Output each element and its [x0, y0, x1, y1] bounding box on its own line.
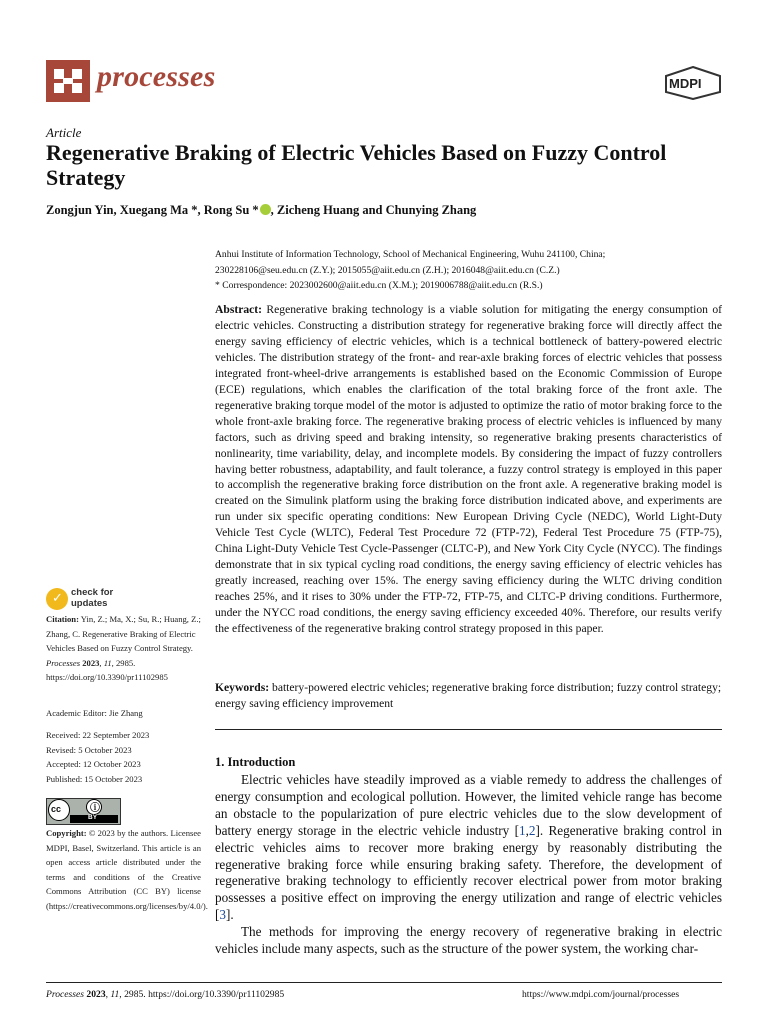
- section-divider: [215, 729, 722, 730]
- received-date: Received: 22 September 2023: [46, 730, 150, 740]
- authors-part1: Zongjun Yin, Xuegang Ma *, Rong Su *: [46, 203, 259, 217]
- intro-text: ,: [525, 822, 529, 838]
- footer-doi[interactable]: , 2985. https://doi.org/10.3390/pr11102985: [119, 989, 285, 1000]
- intro-text: Electric vehicles have steadily improved as a viable remedy to address the challenges of energy consumption and ecological pollution. However, the limited vehicle range has become an obstacle to the popularization of pure electric vehicles due to the slow development of battery energy storage in the electric vehicle industry [: [215, 772, 722, 838]
- footer-year: 2023: [86, 989, 106, 1000]
- check-updates-link[interactable]: [71, 587, 113, 609]
- checkmark-icon: ✓: [52, 591, 63, 606]
- affiliation-emails: 230228106@seu.edu.cn (Z.Y.); 2015055@aiit.edu.cn (Z.H.); 2016048@aiit.edu.cn (C.Z.): [215, 264, 560, 276]
- footer-journal: Processes: [46, 989, 85, 1000]
- citation-journal: Processes: [46, 657, 81, 668]
- abstract-label: Abstract:: [215, 303, 263, 316]
- citation-link[interactable]: 2: [528, 822, 536, 838]
- affiliation-line: Anhui Institute of Information Technology, School of Mechanical Engineering, Wuhu 241100, China;: [215, 249, 606, 260]
- check-updates-line: updates: [71, 598, 108, 609]
- citation-label: Citation:: [46, 614, 79, 624]
- copyright-notice: [46, 826, 208, 914]
- journal-logo: [46, 60, 90, 102]
- footer-journal-url[interactable]: https://www.mdpi.com/journal/processes: [522, 989, 680, 1000]
- intro-text: ]. Regenerative braking control in electric vehicles aims to recover more braking energy by reasonably distributing the regenerative braking force while ensuring braking safety. Therefore, the development of regenerative braking technology to efficiently recover electrical power from motor braking possesses a positive effect on improving the energy utilization and range of electric vehicles [: [215, 822, 722, 923]
- processes-logo-icon: [46, 60, 90, 102]
- citation-volume: 11: [103, 657, 112, 668]
- accepted-date: Accepted: 12 October 2023: [46, 759, 141, 770]
- citation-link[interactable]: 1: [518, 822, 526, 838]
- person-icon: ⓘ: [90, 803, 100, 814]
- citation-year: 2023: [82, 657, 100, 668]
- paper-title: Regenerative Braking of Electric Vehicles Based on Fuzzy Control Strategy: [46, 140, 667, 190]
- academic-editor: Academic Editor: Jie Zhang: [46, 708, 143, 718]
- keywords: [215, 680, 722, 712]
- section-heading: 1. Introduction: [215, 755, 296, 769]
- copyright-label: Copyright:: [46, 828, 87, 838]
- authors-part2: , Zicheng Huang and Chunying Zhang: [270, 203, 477, 217]
- abstract-text: Regenerative braking technology is a viable solution for mitigating the energy consumption of electric vehicles. Constructing a distribution strategy for regenerative braking force will directly affect the energy saving efficiency of electric vehicles, which is a technical bottleneck of battery-powered electric vehicles. The distribution strategy of the front- and rear-axle braking forces of electric vehicles that possess integrated front-wheel-drive arrangements is established based on the Economic Commission of Europe (ECE) regulations, which enables the clarification of the total braking force of the front axle. The regenerative braking torque model of the motor is adjusted to optimize the ratio of motor braking force to the whole front-axle braking force. The regenerative braking process of electric vehicles is influenced by many factors, such as driving speed and braking intensity, so regenerative braking presents characteristics of nonlinearity, time variability, delay, and incomplete models. By considering the impact of fuzzy controllers having better robustness, adaptability, and fault tolerance, a fuzzy control strategy is employed in this paper to accomplish the regenerative braking force distribution on the front axle. A regenerative braking model is created on the Simulink platform using the braking force distribution indicated above, and experiments are run under six specific operating conditions: New European Driving Cycle (NEDC), World Light-Duty Vehicle Test Cycle (WLTC), Federal Test Procedure 72 (FTP-72), Federal Test Procedure 75 (FTP-75), China Light-Duty Vehicle Test Cycle-Passenger (CLTC-P), and New York City Cycle (NYCC). The findings demonstrate that in six typical cycling road conditions, the energy saving efficiency of electric vehicles has greatly increased, reaching over 15%. The energy saving efficiency during the WLTC driving condition reaches 25%, and it rises to 30% under the FTP-72, FTP-75, and CLTC-P driving conditions. Furthermore, under the NYCC road conditions, the energy saving efficiency exceeded 40%. Therefore, our results verify the effectiveness of the regenerative braking control strategy proposed in this paper.: [215, 303, 723, 636]
- author-list: [46, 203, 726, 218]
- abstract: [215, 302, 722, 637]
- introduction-body: [215, 772, 722, 958]
- cc-by-text: BY: [88, 814, 98, 821]
- keywords-label: Keywords:: [215, 681, 270, 694]
- affiliations: [215, 247, 725, 294]
- citation-block: Citation: Yin, Z.; Ma, X.; Su, R.; Huang, Z.; Zhang, C. Regenerative Braking of Electric Vehicles Based on Fuzzy Control Strategy. Processes 2023, 11, 2985. https://doi.org/10.3390/pr11102985: [46, 614, 201, 683]
- footer-citation: Processes 2023, 11, 2985. https://doi.org/10.3390/pr11102985: [46, 989, 285, 1000]
- copyright-text: © 2023 by the authors. Licensee MDPI, Basel, Switzerland. This article is an open access article distributed under the terms and conditions of the Creative Commons Attribution (CC BY) license (https://creativecommons.org/licenses/by/4.0/).: [46, 828, 208, 911]
- publication-dates: [46, 728, 201, 786]
- cc-icon-text: cc: [51, 804, 62, 814]
- journal-name: processes: [97, 60, 216, 93]
- keywords-text: battery-powered electric vehicles; regenerative braking force distribution; fuzzy control strategy; energy saving efficiency improvement: [215, 681, 722, 710]
- intro-text: ].: [226, 907, 234, 923]
- citation-doi[interactable]: , 2985. https://doi.org/10.3390/pr11102985: [46, 657, 168, 683]
- footer-volume: 11: [110, 989, 120, 1000]
- citation-link[interactable]: 3: [219, 907, 226, 923]
- intro-paragraph: The methods for improving the energy recovery of regenerative braking in electric vehicles include many aspects, such as the structure of the power system, the working char-: [215, 924, 722, 957]
- intro-paragraph: [215, 772, 722, 924]
- footer-divider: [46, 982, 722, 983]
- article-type: Article: [46, 125, 82, 140]
- published-date: Published: 15 October 2023: [46, 773, 143, 784]
- revised-date: Revised: 5 October 2023: [46, 744, 132, 755]
- check-updates-line: check for: [71, 587, 114, 598]
- correspondence: * Correspondence: 2023002600@aiit.edu.cn (X.M.); 2019006788@aiit.edu.cn (R.S.): [215, 280, 543, 291]
- publisher-name: MDPI: [669, 76, 702, 91]
- orcid-icon[interactable]: [260, 204, 271, 215]
- citation-text: Yin, Z.; Ma, X.; Su, R.; Huang, Z.; Zhang, C. Regenerative Braking of Electric Vehicles Based on Fuzzy Control Strategy.: [46, 614, 201, 654]
